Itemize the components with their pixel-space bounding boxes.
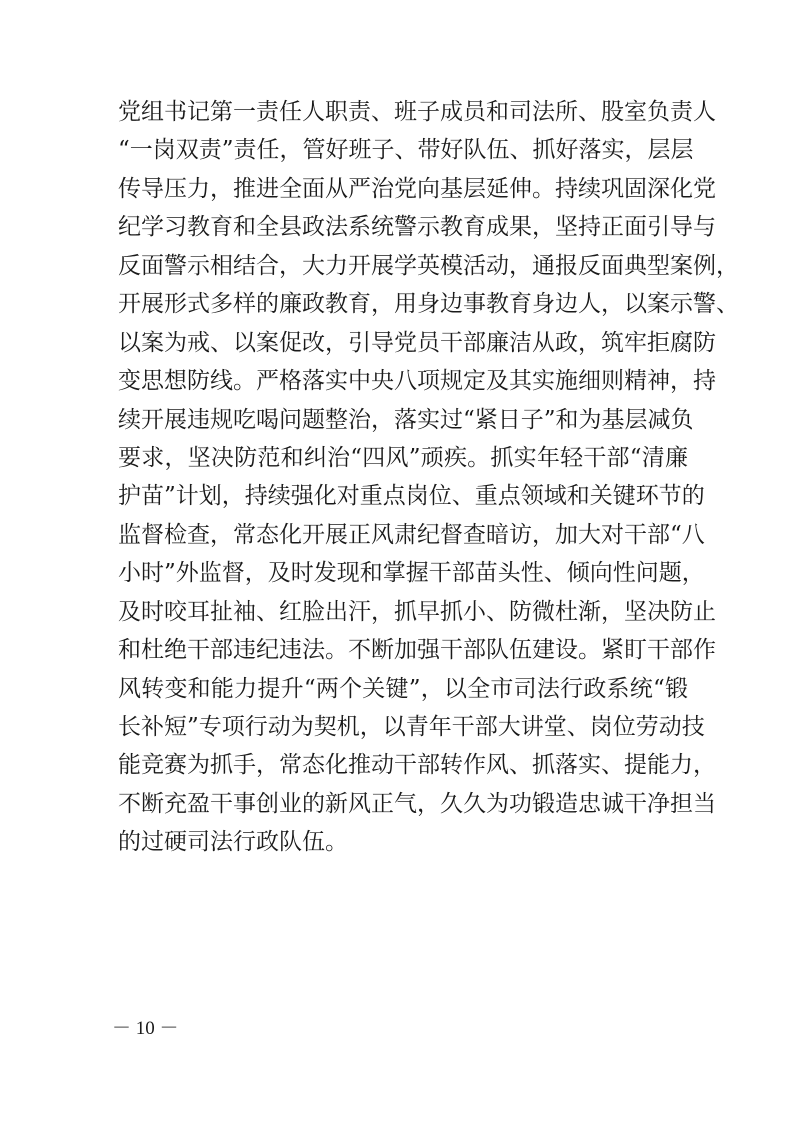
text-line: 传导压力，推进全面从严治党向基层延伸。持续巩固深化党: [118, 175, 716, 202]
text-line: “一岗双责”责任，管好班子、带好队伍、抓好落实，层层: [118, 137, 694, 164]
text-line: 反面警示相结合，大力开展学英模活动，通报反面典型案例，: [118, 252, 739, 279]
text-line: 党组书记第一责任人职责、班子成员和司法所、股室负责人: [118, 99, 716, 125]
text-line: 不断充盈干事创业的新风正气，久久为功锻造忠诚干净担当: [118, 790, 716, 817]
body-paragraph: [118, 93, 739, 862]
text-line: 长补短”专项行动为契机，以青年干部大讲堂、岗位劳动技: [118, 714, 705, 740]
text-line: 和杜绝干部违纪违法。不断加强干部队伍建设。紧盯干部作: [118, 637, 716, 664]
text-line: 要求，坚决防范和纠治“四风”顽疾。抓实年轻干部“清廉: [118, 444, 688, 471]
page-number: － 10 －: [112, 1018, 179, 1039]
text-line: 能竞赛为抓手，常态化推动干部转作风、抓落实、提能力，: [118, 752, 716, 779]
text-line: 小时”外监督，及时发现和掌握干部苗头性、倾向性问题，: [118, 560, 705, 587]
text-line: 护苗”计划，持续强化对重点岗位、重点领域和关键环节的: [118, 483, 705, 510]
text-line: 变思想防线。严格落实中央八项规定及其实施细则精神，持: [118, 368, 716, 395]
text-line: 开展形式多样的廉政教育，用身边事教育身边人，以案示警、: [118, 291, 739, 318]
text-line-last: 的过硬司法行政队伍。: [118, 829, 348, 856]
text-line: 监督检查，常态化开展正风肃纪督查暗访，加大对干部“八: [118, 521, 705, 548]
text-line: 风转变和能力提升“两个关键”，以全市司法行政系统“锻: [118, 675, 688, 702]
text-line: 及时咬耳扯袖、红脸出汗，抓早抓小、防微杜渐，坚决防止: [118, 598, 716, 625]
text-line: 续开展违规吃喝问题整治，落实过“紧日子”和为基层减负: [118, 406, 694, 433]
text-line: 纪学习教育和全县政法系统警示教育成果，坚持正面引导与: [118, 214, 716, 241]
text-line: 以案为戒、以案促改，引导党员干部廉洁从政，筑牢拒腐防: [118, 329, 716, 356]
